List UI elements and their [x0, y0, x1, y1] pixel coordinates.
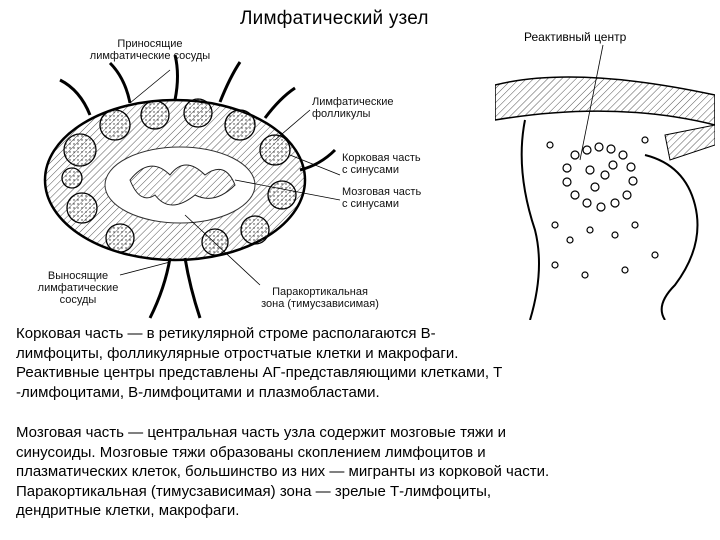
efferent-vessels	[150, 258, 200, 318]
medulla-description: Мозговая часть — центральная часть узла содержит мозговые тяжи и синусоиды. Мозговые тяжи образованы скоплением лимфоцитов и плазматических клеток, большинство из них — мигранты из корковой части. Паракортикальная (тимусзависимая) зона — зрелые Т-лимфоциты, дендритные клетки, макрофаги.	[16, 424, 550, 519]
afferent-vessels-label: Приносящие лимфатические сосуды	[89, 38, 211, 62]
reactive-center-diagram	[495, 25, 715, 320]
reactive-center-label: Реактивный центр	[524, 30, 627, 44]
page-title: Лимфатический узел	[240, 8, 429, 29]
paracortex-term: Паракортикальная	[16, 482, 147, 500]
medulla-label: Мозговая часть с синусами	[342, 186, 422, 210]
cortex-term: Корковая часть	[16, 325, 124, 342]
follicles-label: Лимфатические фолликулы	[312, 96, 394, 120]
cortex-description: Корковая часть — в ретикулярной строме располагаются В- лимфоциты, фолликулярные отростчатые клетки и макрофаги. Реактивные центры представлены АГ-представляющими клетками, Т -лимфоцитами, В-лимфоцитами и плазмобластами.	[16, 325, 503, 401]
efferent-vessels-label: Выносящие лимфатические сосуды	[37, 270, 119, 306]
cortex-label: Корковая часть с синусами	[342, 152, 421, 176]
medulla-term: Мозговая часть	[16, 424, 124, 441]
paracortex-label: Паракортикальная зона (тимусзависимая)	[261, 286, 379, 310]
